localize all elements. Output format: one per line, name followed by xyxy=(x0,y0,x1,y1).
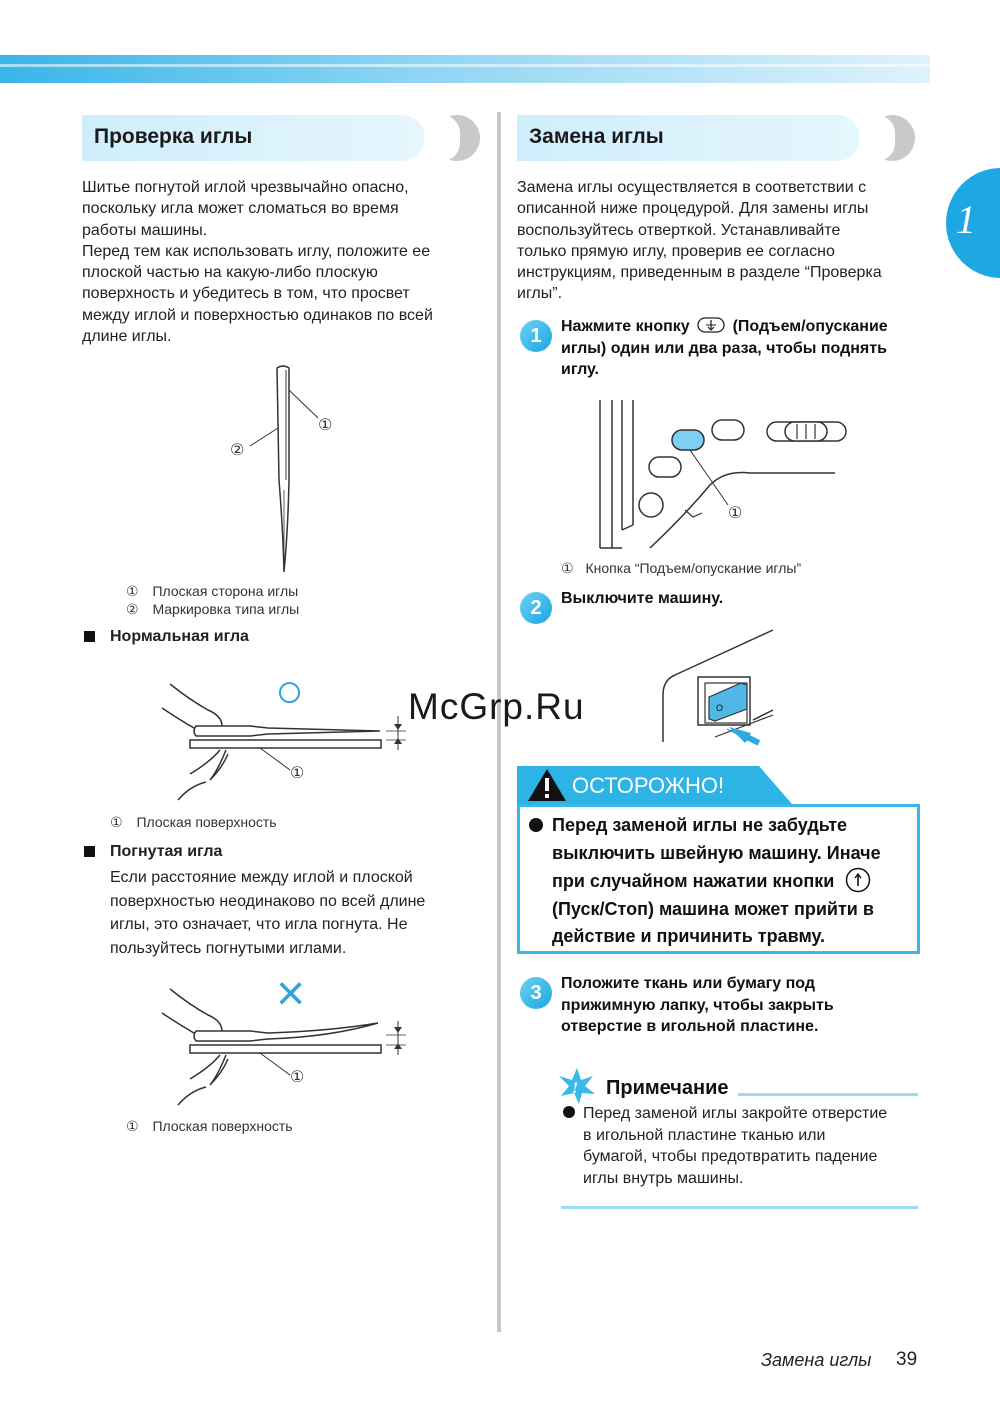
section-title: Проверка иглы xyxy=(94,125,253,148)
text-line xyxy=(561,316,931,338)
normal-needle-illustration xyxy=(150,665,420,810)
subheading-bent-needle: Погнутая игла xyxy=(110,843,223,860)
section-heading-needle-check xyxy=(82,115,425,161)
legend-text: Маркировка типа иглы xyxy=(152,601,300,617)
note-star-icon xyxy=(557,1068,597,1104)
legend-item xyxy=(126,1117,293,1135)
bullet-dot xyxy=(563,1106,575,1118)
text-line xyxy=(552,867,912,896)
step-number-3: 3 xyxy=(520,977,552,1009)
square-bullet xyxy=(84,631,95,642)
heading-decoration xyxy=(869,115,915,161)
chapter-number: 1 xyxy=(956,197,976,242)
callout-1: ① xyxy=(290,1069,305,1086)
section-title: Замена иглы xyxy=(529,125,664,148)
switch-off-label: O xyxy=(716,703,724,713)
bent-needle-illustration xyxy=(150,975,420,1115)
legend-item xyxy=(126,600,299,618)
note-text xyxy=(583,1103,923,1189)
bullet-dot xyxy=(529,818,543,832)
step-number-1: 1 xyxy=(520,320,552,352)
legend-number: ② xyxy=(126,601,139,617)
header-band xyxy=(0,55,930,83)
text-line: Шитье погнутой иглой чрезвычайно опасно, xyxy=(82,179,409,196)
step-number-2: 2 xyxy=(520,592,552,624)
text-line: поверхность и убедитесь в том, что просвет xyxy=(82,285,410,303)
text-line: в игольной пластине тканью или xyxy=(583,1126,826,1144)
step-2-text: Выключите машину. xyxy=(561,590,724,607)
text-line: прижимную лапку, чтобы закрыть xyxy=(561,996,834,1014)
text-fragment: (Подъем/опускание xyxy=(732,318,888,335)
text-line: Положите ткань или бумагу под xyxy=(561,975,815,992)
text-line: (Пуск/Стоп) машина может прийти в xyxy=(552,898,874,919)
legend-item xyxy=(110,813,277,831)
machine-buttons-illustration xyxy=(590,395,850,555)
caution-label: ОСТОРОЖНО! xyxy=(572,773,725,798)
text-line: иглу. xyxy=(561,361,599,378)
text-line: между иглой и поверхностью одинаков по всей xyxy=(82,306,433,324)
intro-paragraph xyxy=(517,177,927,305)
text-line: плоской частью на какую-либо плоскую xyxy=(82,264,378,282)
text-line: поскольку игла может сломаться во время xyxy=(82,200,399,218)
text-line: Если расстояние между иглой и плоской xyxy=(110,869,413,886)
bent-needle-paragraph xyxy=(110,866,480,960)
text-line: Перед заменой иглы не забудьте xyxy=(552,815,848,835)
legend-number: ① xyxy=(110,814,123,830)
section-heading-needle-replace xyxy=(517,115,860,161)
legend-text: Плоская поверхность xyxy=(152,1118,293,1134)
text-line: выключить швейную машину. Иначе xyxy=(552,842,881,863)
text-line: длине иглы. xyxy=(82,328,172,346)
legend-text: Кнопка “Подъем/опускание иглы” xyxy=(585,560,802,576)
watermark: McGrp.Ru xyxy=(408,686,585,727)
text-line: иглы) один или два раза, чтобы поднять xyxy=(561,339,887,357)
step-3-text xyxy=(561,973,921,1038)
callout-1: ① xyxy=(318,417,333,434)
callout-1: ① xyxy=(290,765,305,782)
warning-triangle-icon xyxy=(527,768,567,802)
legend-text: Плоская поверхность xyxy=(136,814,277,830)
text-line: поверхностью неодинаково по всей длине xyxy=(110,892,426,910)
text-line: работы машины. xyxy=(82,221,208,239)
start-stop-button-icon xyxy=(845,867,871,893)
heading-decoration xyxy=(434,115,480,161)
wrong-cross-icon: × xyxy=(276,965,306,1021)
note-bottom-rule xyxy=(561,1206,918,1209)
footer-section-title: Замена иглы xyxy=(761,1350,872,1370)
text-line: отверстие в игольной пластине. xyxy=(561,1018,819,1035)
note-rule xyxy=(738,1093,918,1096)
callout-1: ① xyxy=(728,505,743,522)
text-line: иглы внутрь машины. xyxy=(583,1169,744,1187)
note-title: Примечание xyxy=(606,1077,729,1099)
needle-position-button-icon xyxy=(697,316,725,334)
svg-text:!: ! xyxy=(572,1080,579,1097)
text-line: действие и причинить травму. xyxy=(552,926,825,946)
subheading-normal-needle: Нормальная игла xyxy=(110,628,249,645)
text-line: иглы”. xyxy=(517,285,563,303)
text-line: пользуйтесь погнутыми иглами. xyxy=(110,939,347,957)
step-1-text xyxy=(561,316,931,381)
square-bullet xyxy=(84,846,95,857)
legend-number: ① xyxy=(126,1118,139,1134)
text-line: бумагой, чтобы предотвратить падение xyxy=(583,1148,878,1165)
needle-illustration xyxy=(200,360,360,580)
text-fragment: Нажмите кнопку xyxy=(561,318,690,335)
legend-item xyxy=(126,582,298,600)
text-line: Замена иглы осуществляется в соответствии с xyxy=(517,179,867,196)
legend-number: ① xyxy=(126,583,139,599)
text-fragment: при случайном нажатии кнопки xyxy=(552,871,835,891)
legend-item xyxy=(561,559,801,577)
power-switch-illustration xyxy=(655,625,780,750)
intro-paragraph xyxy=(82,177,482,347)
text-line: Перед заменой иглы закройте отверстие xyxy=(583,1105,888,1122)
text-line: инструкциям, приведенным в разделе “Проверка xyxy=(517,264,882,282)
text-line: только прямую иглу, проверив ее согласно xyxy=(517,242,835,260)
ok-circle-icon: ○ xyxy=(275,665,304,718)
text-line: иглы, это означает, что игла погнута. Не xyxy=(110,916,408,933)
legend-number: ① xyxy=(561,560,574,576)
page-number: 39 xyxy=(896,1349,918,1370)
text-line: описанной ниже процедурой. Для замены иглы xyxy=(517,200,869,218)
caution-text xyxy=(552,812,912,951)
callout-2: ② xyxy=(230,442,245,459)
text-line: воспользуйтесь отверткой. Устанавливайте xyxy=(517,221,841,239)
legend-text: Плоская сторона иглы xyxy=(152,583,299,599)
text-line: Перед тем как использовать иглу, положите ее xyxy=(82,242,431,260)
